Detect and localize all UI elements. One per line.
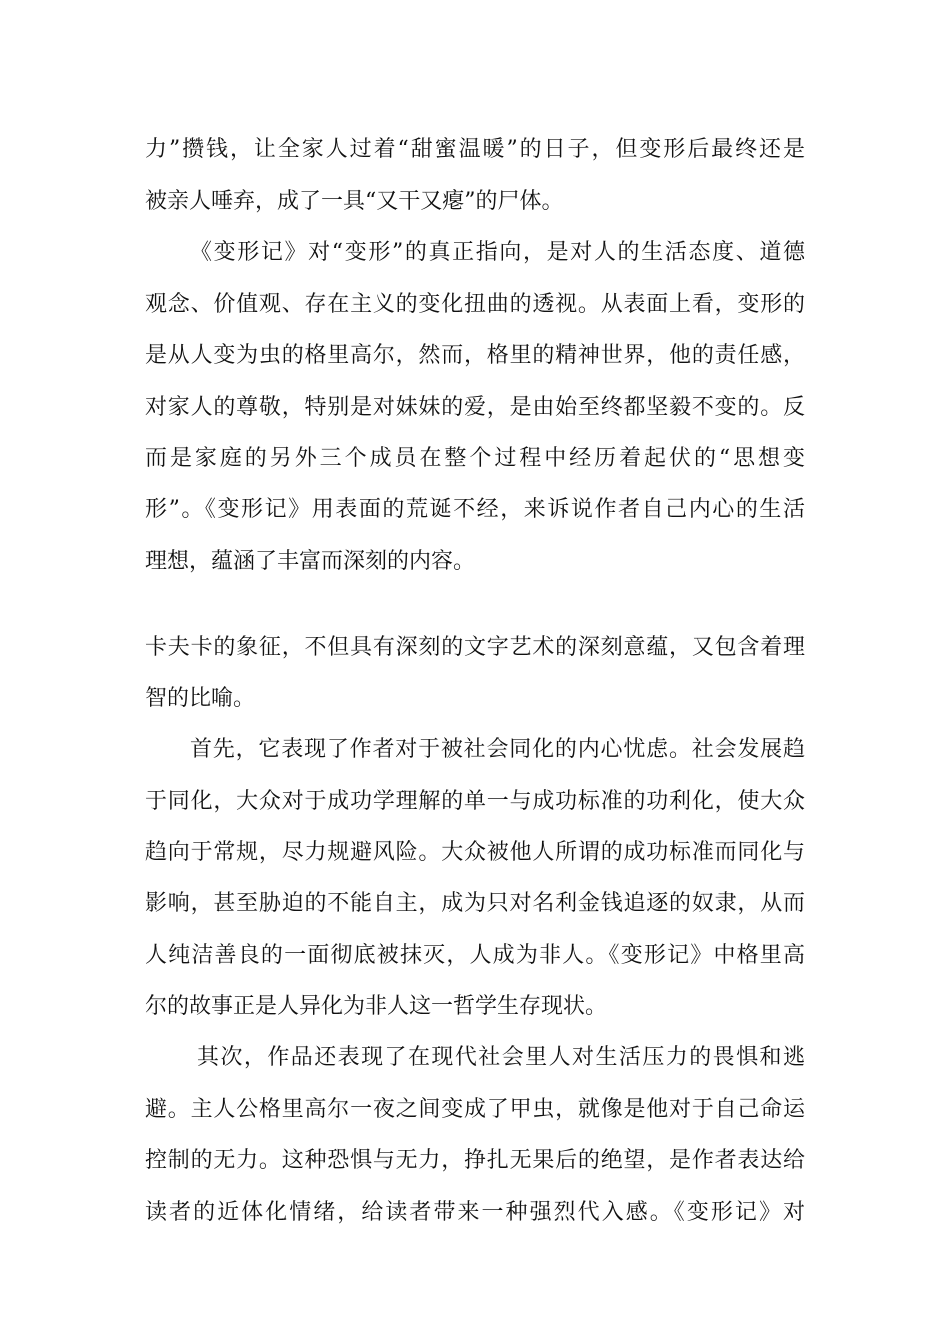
paragraph-4-line-5: 人纯洁善良的一面彻底被抹灭，人成为非人。《变形记》中格里高	[145, 943, 805, 968]
paragraph-5-line-4: 读者的近体化情绪，给读者带来一种强烈代入感。《变形记》对	[145, 1200, 805, 1225]
paragraph-2-line-4: 对家人的尊敬，特别是对妹妹的爱，是由始至终都坚毅不变的。反	[145, 395, 805, 420]
paragraph-3-line-1: 卡夫卡的象征，不但具有深刻的文字艺术的深刻意蕴，又包含着理	[145, 635, 805, 660]
paragraph-1-line-2: 被亲人唾弃，成了一具“又干又瘪”的尸体。	[145, 189, 564, 214]
paragraph-3-line-2: 智的比喻。	[145, 686, 256, 711]
paragraph-4-line-3: 趋向于常规，尽力规避风险。大众被他人所谓的成功标准而同化与	[145, 840, 805, 865]
paragraph-2-line-5: 而是家庭的另外三个成员在整个过程中经历着起伏的“思想变	[145, 446, 805, 471]
paragraph-4-line-2: 于同化，大众对于成功学理解的单一与成功标准的功利化，使大众	[145, 789, 805, 814]
paragraph-1-line-1: 力”攒钱，让全家人过着“甜蜜温暖”的日子，但变形后最终还是	[145, 137, 805, 162]
paragraph-2-line-3: 是从人变为虫的格里高尔，然而，格里的精神世界，他的责任感，	[145, 343, 805, 368]
paragraph-4-line-1: 首先，它表现了作者对于被社会同化的内心忧虑。社会发展趋	[190, 737, 805, 762]
paragraph-5-line-1: 其次，作品还表现了在现代社会里人对生活压力的畏惧和逃	[197, 1045, 805, 1070]
paragraph-5-line-2: 避。主人公格里高尔一夜之间变成了甲虫，就像是他对于自己命运	[145, 1097, 805, 1122]
paragraph-2-line-7: 理想，蕴涵了丰富而深刻的内容。	[145, 549, 476, 574]
paragraph-2-line-2: 观念、价值观、存在主义的变化扭曲的透视。从表面上看，变形的	[145, 292, 805, 317]
paragraph-2-line-6: 形”。《变形记》用表面的荒诞不经，来诉说作者自己内心的生活	[145, 497, 805, 522]
paragraph-4-line-6: 尔的故事正是人异化为非人这一哲学生存现状。	[145, 994, 608, 1019]
paragraph-2-line-1: 《变形记》对“变形”的真正指向，是对人的生活态度、道德	[190, 240, 805, 265]
paragraph-4-line-4: 影响，甚至胁迫的不能自主，成为只对名利金钱追逐的奴隶，从而	[145, 891, 805, 916]
paragraph-5-line-3: 控制的无力。这种恐惧与无力，挣扎无果后的绝望，是作者表达给	[145, 1148, 805, 1173]
